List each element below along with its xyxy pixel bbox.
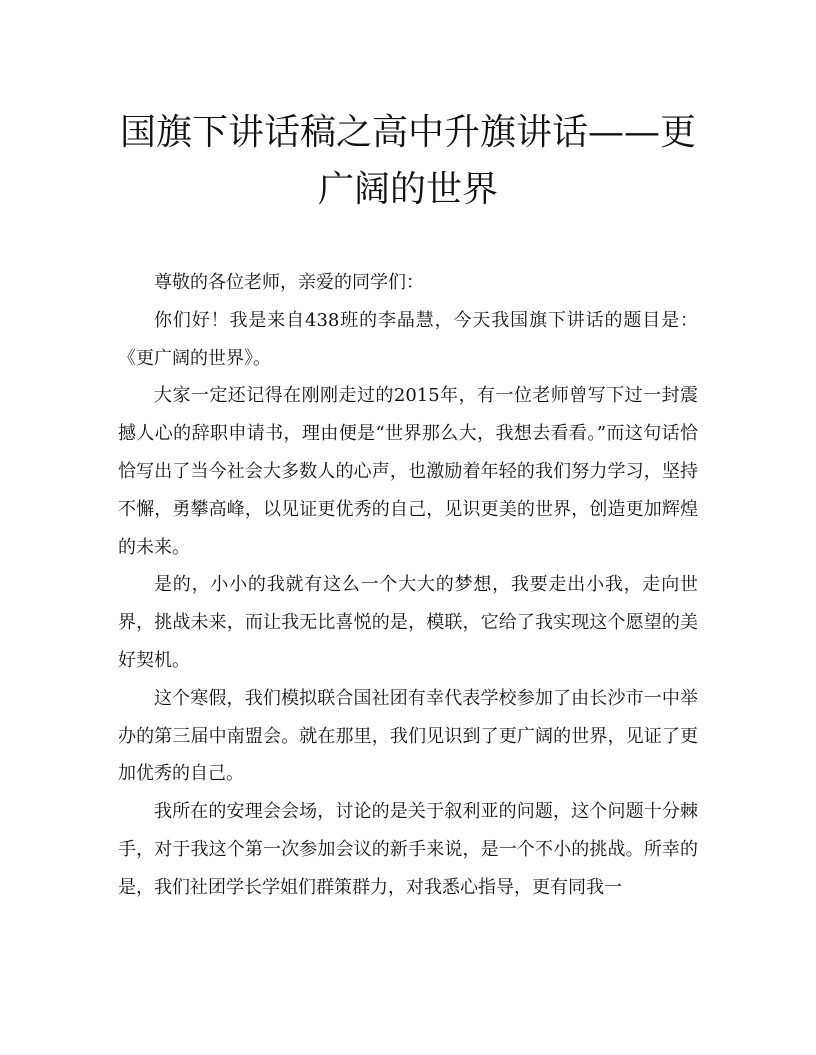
body-paragraph: 这个寒假，我们模拟联合国社团有幸代表学校参加了由长沙市一中举办的第三届中南盟会。就在那里，我们见识到了更广阔的世界，见证了更加优秀的自己。 xyxy=(118,687,698,785)
body-paragraph: 大家一定还记得在刚刚走过的2015年，有一位老师曾写下过一封震撼人心的辞职申请书，理由便是“世界那么大，我想去看看。”而这句话恰恰写出了当今社会大多数人的心声，也激励着年轻的我们努力学习，坚持不懈，勇攀高峰，以见证更优秀的自己，见识更美的世界，创造更加辉煌的未来。 xyxy=(118,385,698,558)
body-paragraph: 我所在的安理会会场，讨论的是关于叙利亚的问题，这个问题十分棘手，对于我这个第一次参加会议的新手来说，是一个不小的挑战。所幸的是，我们社团学长学姐们群策群力，对我悉心指导，更有同我一 xyxy=(118,801,698,898)
body-paragraph: 是的，小小的我就有这么一个大大的梦想，我要走出小我，走向世界，挑战未来，而让我无比喜悦的是，模联，它给了我实现这个愿望的美好契机。 xyxy=(118,574,698,671)
greeting-paragraph: 你们好！我是来自438班的李晶慧，今天我国旗下讲话的题目是：《更广阔的世界》。 xyxy=(118,309,698,369)
salutation-paragraph: 尊敬的各位老师，亲爱的同学们： xyxy=(154,272,424,293)
document-title: 国旗下讲话稿之高中升旗讲话——更广阔的世界 xyxy=(119,112,696,210)
document-body xyxy=(118,264,698,907)
